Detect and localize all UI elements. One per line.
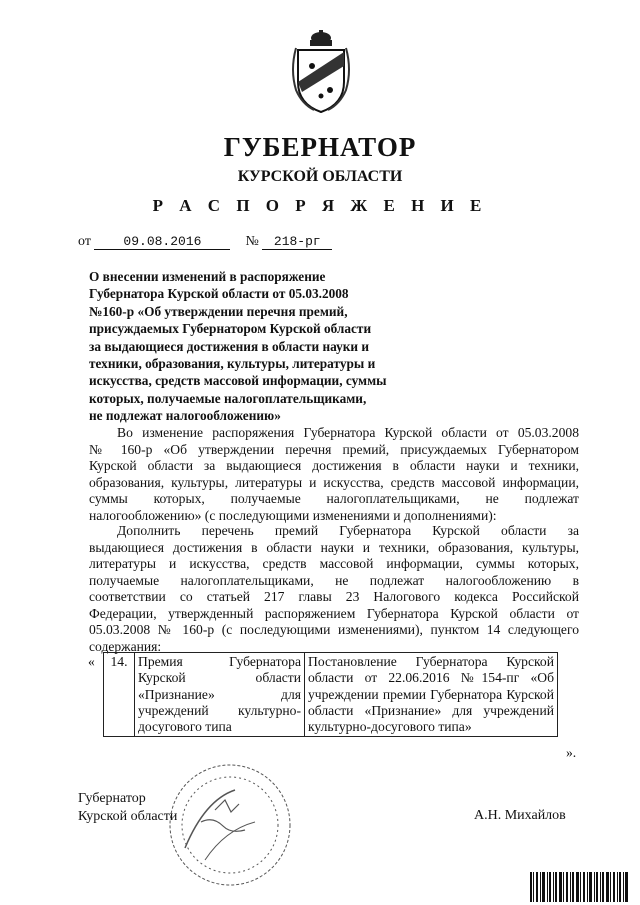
- document-date: 09.08.2016: [94, 235, 230, 250]
- position-line: Губернатор: [78, 791, 146, 806]
- paragraph-line: Во изменение распоряжения Губернатора Курской области от 05.03.2008: [117, 425, 579, 440]
- coat-of-arms-emblem: [288, 30, 354, 114]
- award-name: Премия Губернатора Курской области «Признание» для учреждений культурно-досугового типа: [135, 653, 305, 737]
- paragraph-line: образования, культуры, литературы и искусства, средств массовой информации,: [89, 474, 579, 490]
- region-title: КУРСКОЙ ОБЛАСТИ: [237, 168, 403, 185]
- subject-line: присуждаемых Губернатором Курской области: [89, 321, 372, 337]
- insert-table: [103, 652, 558, 737]
- table-close-quote: ».: [566, 745, 577, 760]
- paragraph-1: [89, 425, 579, 524]
- number-line: [78, 234, 332, 250]
- paragraph-line: 05.03.2008 № 160-р (с последующими изменениями), пунктом 14 следующего: [89, 622, 579, 637]
- paragraph-line: соответствии со статьей 217 главы 23 Налогового кодекса Российской: [89, 589, 579, 604]
- subject-line: Губернатора Курской области от 05.03.2008: [89, 286, 349, 302]
- paragraph-line: получаемые налогоплательщиками, не подлежат налогообложению в: [89, 572, 579, 588]
- document-number: 218-рг: [262, 235, 332, 250]
- table-row: [104, 653, 558, 737]
- number-label: №: [245, 234, 259, 249]
- signatory-position: [78, 790, 177, 826]
- barcode: [530, 872, 630, 902]
- subject-line: техники, образования, культуры, литературы и: [89, 356, 376, 372]
- document-type: Р А С П О Р Я Ж Е Н И Е: [152, 196, 488, 215]
- official-stamp: [165, 760, 295, 890]
- paragraph-line: № 160-р «Об утверждении перечня премий, присуждаемых Губернатором: [89, 441, 579, 457]
- subject-line: искусства, средств массовой информации, суммы: [89, 373, 387, 389]
- from-label: от: [78, 234, 91, 249]
- subject-line: №160-р «Об утверждении перечня премий,: [89, 303, 348, 319]
- subject-line: не подлежат налогообложению»: [89, 408, 281, 424]
- paragraph-line: содержания:: [89, 638, 162, 654]
- paragraph-line: Курской области за выдающиеся достижения в области науки и техники,: [89, 458, 579, 473]
- subject-line: О внесении изменений в распоряжение: [89, 269, 326, 284]
- paragraph-line: налогообложению» (с последующими изменениями и дополнениями):: [89, 507, 497, 523]
- document-title: ГУБЕРНАТОР: [223, 132, 417, 162]
- row-number: 14.: [104, 653, 135, 737]
- subject-line: за выдающиеся достижения в области науки и: [89, 338, 370, 354]
- paragraph-line: Дополнить перечень премий Губернатора Курской области за: [117, 523, 579, 538]
- position-line: Курской области: [78, 809, 178, 824]
- paragraph-line: суммы которых, получаемые налогоплательщиками, не подлежат: [89, 491, 579, 506]
- table-open-quote: «: [88, 654, 95, 669]
- paragraph-line: литературы и искусства, средств массовой информации, суммы которых,: [89, 556, 579, 571]
- document-subject: [89, 268, 409, 425]
- signatory-name: А.Н. Михайлов: [474, 808, 566, 823]
- paragraph-2: [89, 523, 579, 655]
- paragraph-line: Федерации, утвержденный распоряжением Губернатора Курской области от: [89, 605, 579, 621]
- paragraph-line: выдающиеся достижения в области науки и техники, образования, культуры,: [89, 539, 579, 555]
- subject-line: которых, получаемые налогоплательщиками,: [89, 390, 367, 406]
- award-document: Постановление Губернатора Курской области от 22.06.2016 №154-пг «Об учреждении премии Губернатора Курской области «Признание» для учреждений культурно-досугового типа»: [305, 653, 558, 737]
